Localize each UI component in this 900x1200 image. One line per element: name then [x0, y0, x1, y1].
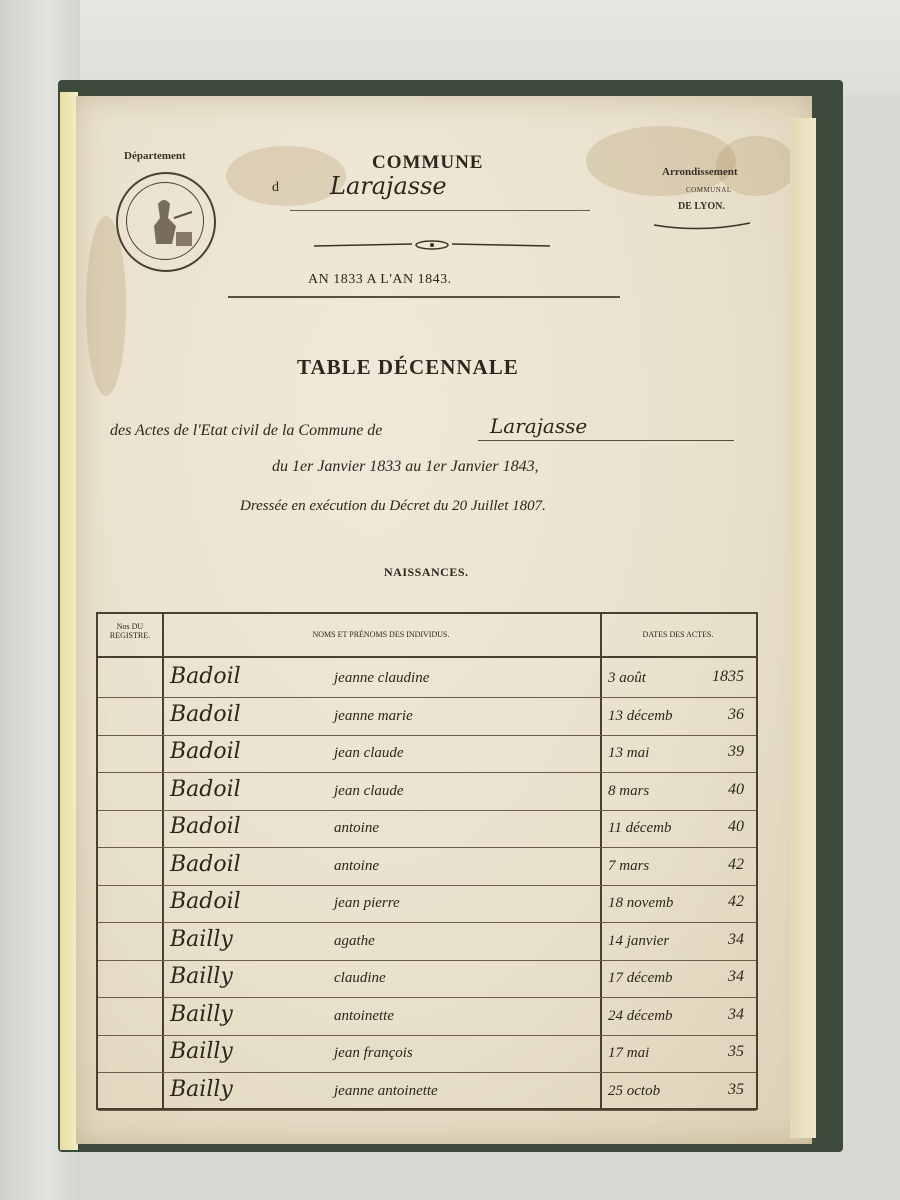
row-given-names: jeanne antoinette — [334, 1082, 438, 1099]
commune-name: Larajasse — [330, 172, 447, 200]
table-row — [98, 998, 756, 1036]
table-row — [98, 848, 756, 886]
declaration-line-2: du 1er Janvier 1833 au 1er Janvier 1843, — [272, 458, 539, 475]
row-date: 24 décemb — [608, 1007, 673, 1024]
arrondissement-label: Arrondissement — [662, 166, 738, 178]
page-right-margin — [790, 118, 816, 1138]
row-surname: Badoil — [170, 739, 241, 764]
row-year: 40 — [728, 780, 744, 798]
row-year: 39 — [728, 743, 744, 760]
table-row — [98, 660, 756, 698]
row-given-names: jean claude — [334, 745, 404, 761]
table-row — [98, 885, 756, 923]
declaration-line-3: Dressée en exécution du Décret du 20 Juillet 1807. — [240, 498, 546, 514]
row-number-cell — [98, 848, 162, 885]
commune-underline — [290, 210, 590, 211]
row-surname: Badoil — [170, 851, 241, 877]
row-number-cell — [98, 885, 162, 922]
row-date: 11 décemb — [608, 820, 672, 836]
row-given-names: antoine — [334, 857, 379, 874]
row-year: 42 — [728, 893, 744, 910]
divider-ornament — [312, 238, 552, 254]
commune-prefix: d — [272, 180, 279, 195]
row-year: 1835 — [712, 668, 744, 685]
row-year: 35 — [728, 1043, 744, 1060]
row-number-cell — [98, 810, 162, 847]
row-year: 34 — [728, 930, 744, 948]
period-underline — [228, 296, 620, 298]
row-number-cell — [98, 998, 162, 1035]
row-given-names: agathe — [334, 932, 375, 949]
row-date: 8 mars — [608, 782, 650, 799]
row-date: 18 novemb — [608, 895, 674, 911]
section-heading: NAISSANCES. — [384, 565, 469, 579]
row-date: 13 mai — [608, 745, 650, 761]
row-number-cell — [98, 1073, 162, 1110]
header-names: NOMS ET PRÉNOMS DES INDIVIDUS. — [312, 630, 450, 639]
row-number-cell — [98, 735, 162, 772]
row-date: 25 octob — [608, 1082, 661, 1099]
row-year: 42 — [728, 855, 744, 873]
table-row — [98, 810, 756, 848]
row-year: 35 — [728, 1080, 744, 1098]
header-dates: DATES DES ACTES. — [642, 630, 714, 639]
row-number-cell — [98, 660, 162, 697]
seal-figure-icon — [118, 174, 214, 270]
declaration-line-1: des Actes de l'Etat civil de la Commune de — [110, 422, 383, 439]
row-number-cell — [98, 1035, 162, 1072]
table-row — [98, 773, 756, 811]
row-number-cell — [98, 773, 162, 810]
header-divider — [98, 656, 756, 658]
row-number-cell — [98, 698, 162, 735]
departement-label: Département — [124, 150, 186, 162]
table-row — [98, 923, 756, 961]
table-row — [98, 1035, 756, 1073]
table-row — [98, 698, 756, 736]
commune-title: COMMUNE — [372, 152, 484, 173]
row-surname: Badoil — [170, 776, 241, 802]
royal-seal-icon — [116, 172, 216, 272]
period-label: AN 1833 A L'AN 1843. — [308, 272, 452, 287]
row-surname: Bailly — [170, 1076, 233, 1102]
row-surname: Badoil — [170, 889, 241, 914]
row-number-cell — [98, 923, 162, 960]
row-given-names: jean pierre — [334, 895, 400, 911]
row-given-names: jeanne claudine — [334, 670, 430, 686]
swash-ornament — [652, 218, 752, 232]
row-surname: Badoil — [170, 814, 241, 839]
row-number-cell — [98, 960, 162, 997]
row-given-names: jean claude — [334, 782, 404, 799]
table-row — [98, 1073, 756, 1111]
row-given-names: claudine — [334, 970, 386, 986]
stain — [226, 146, 346, 206]
row-year: 36 — [728, 705, 744, 723]
row-given-names: jeanne marie — [334, 707, 413, 724]
row-surname: Bailly — [170, 1001, 233, 1027]
row-year: 34 — [728, 1005, 744, 1023]
table-row — [98, 960, 756, 998]
row-surname: Bailly — [170, 1039, 233, 1064]
declaration-underline — [478, 440, 734, 441]
page-title: TABLE DÉCENNALE — [297, 355, 519, 379]
header-number: Nos DU REGISTRE. — [109, 622, 151, 640]
row-date: 17 décemb — [608, 970, 673, 986]
row-surname: Bailly — [170, 964, 233, 989]
row-given-names: antoinette — [334, 1007, 394, 1024]
row-date: 14 janvier — [608, 932, 670, 949]
arrondissement-communal: COMMUNAL — [686, 186, 732, 194]
arrondissement-city: DE LYON. — [678, 201, 725, 212]
row-surname: Bailly — [170, 926, 233, 952]
row-date: 13 décemb — [608, 707, 673, 724]
row-year: 34 — [728, 968, 744, 985]
row-given-names: jean françois — [334, 1045, 413, 1061]
row-surname: Badoil — [170, 701, 241, 727]
declaration-commune: Larajasse — [490, 414, 588, 438]
row-given-names: antoine — [334, 820, 379, 836]
row-surname: Badoil — [170, 664, 241, 689]
row-date: 7 mars — [608, 857, 650, 874]
birth-register-table — [96, 612, 758, 1110]
row-year: 40 — [728, 818, 744, 835]
row-date: 17 mai — [608, 1045, 650, 1061]
row-date: 3 août — [608, 670, 646, 686]
table-row — [98, 735, 756, 773]
